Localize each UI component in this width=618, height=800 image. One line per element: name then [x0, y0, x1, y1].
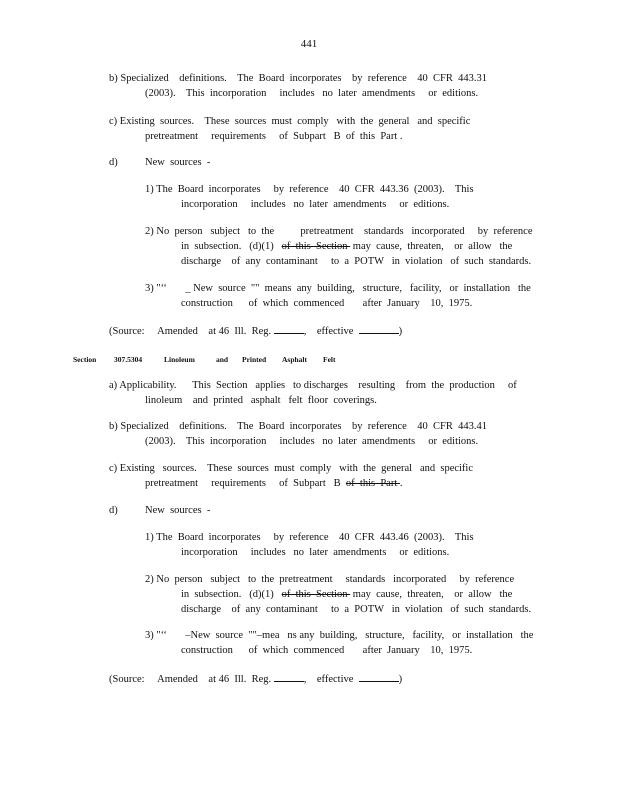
s1-b-line1: b) Specialized definitions. The Board incorporates by reference 40 CFR 443.31 [109, 73, 488, 84]
s2-c-line2-a: pretreatment requirements of Subpart B [145, 478, 346, 489]
section-title-word-4: Asphalt [282, 355, 308, 364]
s2-paragraph-d3 [145, 628, 533, 658]
s2-d-text: New sources - [145, 505, 211, 516]
s2-register-blank [274, 670, 304, 682]
s2-d-label: d) [109, 505, 118, 516]
s2-d2-struck-text: of this Section [281, 589, 351, 600]
section-title-word-1: Linoleum [164, 355, 195, 364]
s1-b-line2: (2003). This incorporation includes no later amendments or editions. [145, 88, 479, 99]
s2-d2-line2-b: may cause, threaten, or allow the [350, 589, 513, 600]
s1-d2-line2 [145, 239, 533, 254]
section-title-word-3: Printed [242, 355, 267, 364]
s1-d-label: d) [109, 157, 118, 168]
s2-d2-line3: discharge of any contaminant to a POTW in violation of such standards. [181, 604, 532, 615]
s1-paragraph-b [109, 71, 487, 101]
s2-d2-line1: 2) No person subject to the pretreatment standards incorporated by reference [145, 574, 515, 585]
s1-source-text-a: (Source: Amended at 46 Ill. Reg. [109, 326, 274, 337]
s1-paragraph-d2 [145, 224, 533, 269]
s1-source-text-b: , effective [303, 326, 359, 337]
section-heading [73, 352, 336, 367]
s2-d3-line2: construction of which commenced after January 10, 1975. [181, 645, 473, 656]
s1-d3-line2: construction of which commenced after January 10, 1975. [181, 298, 473, 309]
s1-paragraph-c [109, 114, 470, 144]
section-title-word-5: Felt [323, 355, 336, 364]
s1-d1-line1: 1) The Board incorporates by reference 40 CFR 443.36 (2003). This [145, 184, 474, 195]
s2-b-line1: b) Specialized definitions. The Board incorporates by reference 40 CFR 443.41 [109, 421, 488, 432]
s2-c-struck-text: of this Part [345, 478, 400, 489]
section-label: Section [73, 355, 97, 364]
s2-d1-line1: 1) The Board incorporates by reference 40 CFR 443.46 (2003). This [145, 532, 474, 543]
s2-c-line2-b: . [399, 478, 403, 489]
s2-c-line2 [109, 476, 473, 491]
s2-paragraph-c [109, 461, 473, 491]
s2-paragraph-d2 [145, 572, 531, 617]
s2-paragraph-d [109, 503, 210, 518]
s2-paragraph-b [109, 419, 487, 449]
s2-source-note [109, 670, 402, 687]
s1-d2-line3: discharge of any contaminant to a POTW in violation of such standards. [181, 256, 532, 267]
s2-d2-line2-a: in subsection. (d)(1) [181, 589, 282, 600]
s2-d1-line2: incorporation includes no later amendments or editions. [181, 547, 450, 558]
s2-d2-line2 [145, 587, 531, 602]
section-title-word-2: and [216, 355, 229, 364]
s1-d2-struck-text: of this Section [281, 241, 351, 252]
s1-source-text-c: ) [398, 326, 403, 337]
s1-d3-line1: 3) "‘‘ _ New source "" means any building, structure, facility, or installation the [145, 283, 531, 294]
s1-paragraph-d1 [145, 182, 474, 212]
s2-source-text-b: , effective [303, 674, 359, 685]
s1-c-line1: c) Existing sources. These sources must comply with the general and specific [109, 116, 471, 127]
s2-d3-line1: 3) "‘‘ –New source ""–mea ns any building, structure, facility, or installation the [145, 630, 534, 641]
s1-register-blank [274, 322, 304, 334]
section-number: 307.5304 [114, 355, 143, 364]
s1-effective-blank [359, 322, 399, 334]
s1-d2-line2-a: in subsection. (d)(1) [181, 241, 282, 252]
s2-source-text-a: (Source: Amended at 46 Ill. Reg. [109, 674, 274, 685]
s2-a-line2: linoleum and printed asphalt felt floor coverings. [145, 395, 377, 406]
s1-d2-line1: 2) No person subject to the pretreatment standards incorporated by reference [145, 226, 533, 237]
s1-d2-line2-b: may cause, threaten, or allow the [350, 241, 513, 252]
s2-a-line1: a) Applicability. This Section applies to discharges resulting from the production of [109, 380, 517, 391]
page-number: 441 [300, 38, 318, 50]
s1-paragraph-d [109, 155, 210, 170]
s2-c-line1: c) Existing sources. These sources must comply with the general and specific [109, 463, 474, 474]
s2-paragraph-a [109, 378, 517, 408]
s1-d1-line2: incorporation includes no later amendments or editions. [181, 199, 450, 210]
s2-paragraph-d1 [145, 530, 474, 560]
s1-d-text: New sources - [145, 157, 211, 168]
s1-c-line2: pretreatment requirements of Subpart B of this Part . [145, 131, 403, 142]
s1-source-note [109, 322, 402, 339]
s1-paragraph-d3 [145, 281, 531, 311]
s2-effective-blank [359, 670, 399, 682]
s2-b-line2: (2003). This incorporation includes no later amendments or editions. [145, 436, 479, 447]
s2-source-text-c: ) [398, 674, 403, 685]
